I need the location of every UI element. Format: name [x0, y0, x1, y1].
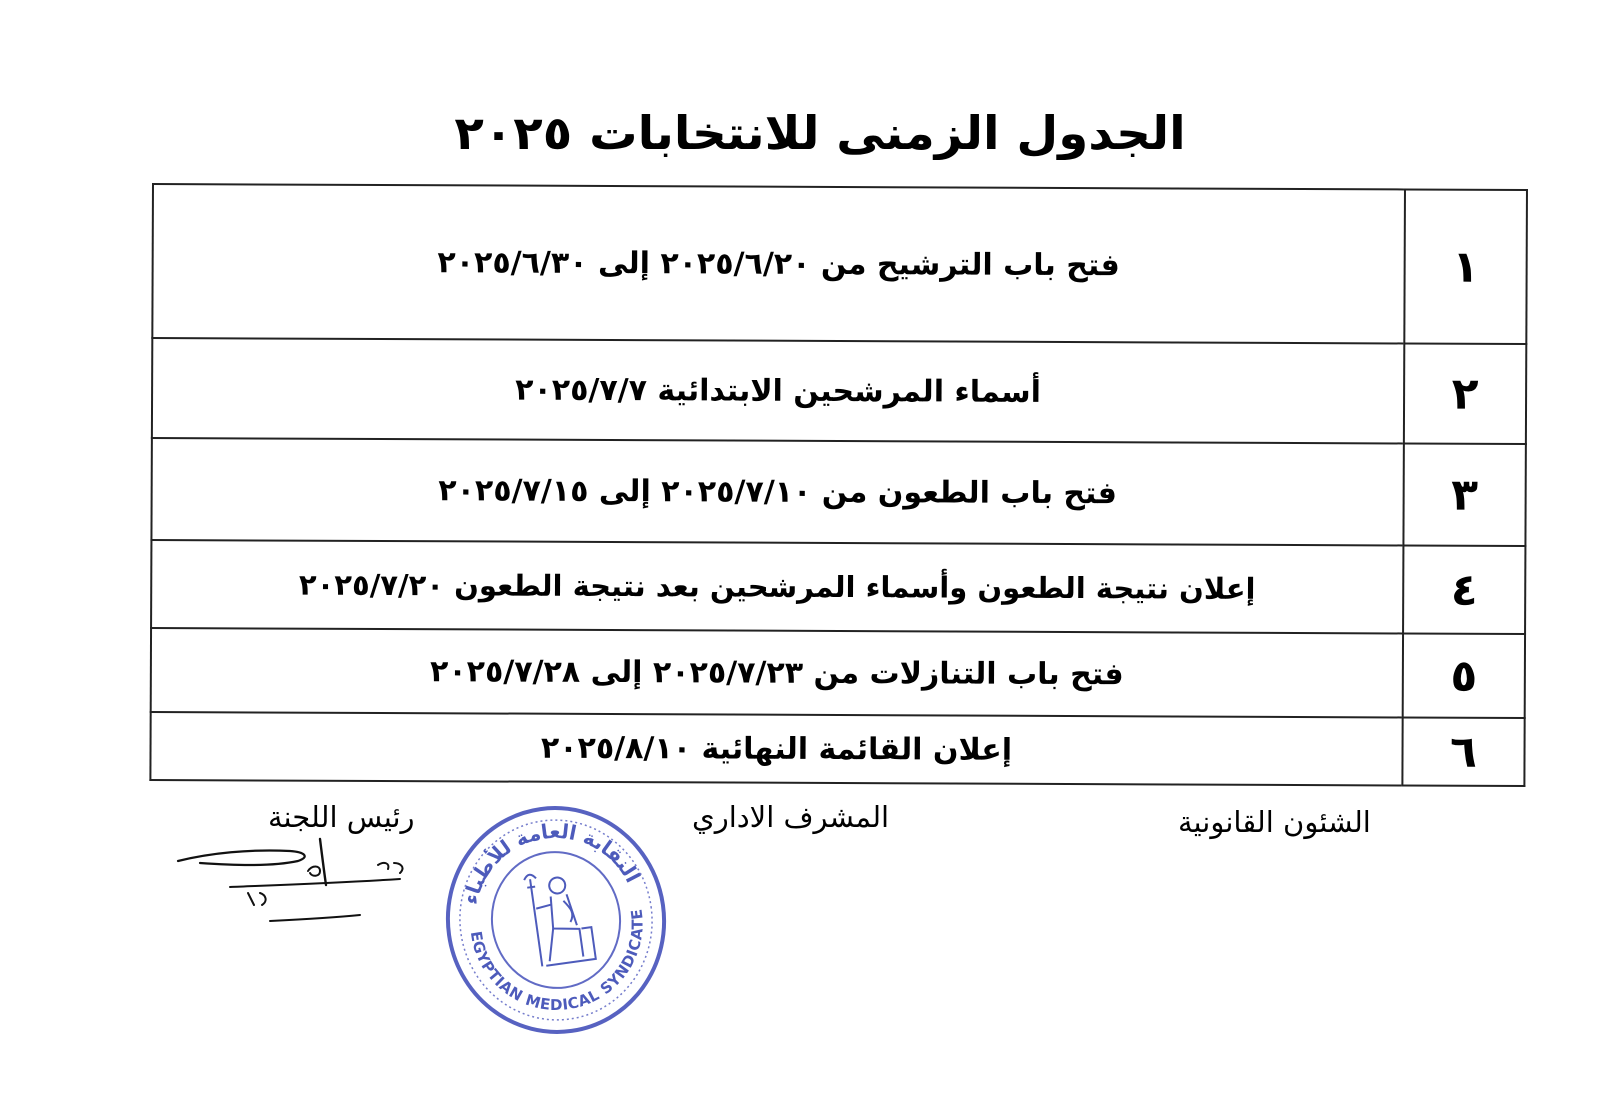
svg-text:EGYPTIAN MEDICAL SYNDICATE: [467, 907, 659, 1025]
row-description: إعلان نتيجة الطعون وأسماء المرشحين بعد نتيجة الطعون ٢٠٢٥/٧/٢٠: [151, 540, 1403, 633]
row-description: فتح باب التنازلات من ٢٠٢٥/٧/٢٣ إلى ٢٠٢٥/٧/٢٨: [151, 628, 1403, 717]
table-row: [150, 712, 1524, 786]
table-row: [152, 184, 1527, 344]
row-number: ٣: [1403, 443, 1525, 546]
signature-label-committee-chair: رئيس اللجنة: [268, 800, 415, 834]
stamp-arabic-text: النقابة العامة للأطباء: [458, 818, 646, 907]
seated-figure-emblem: [524, 867, 596, 967]
row-number: ٥: [1403, 633, 1525, 718]
svg-text:النقابة العامة للأطباء: [448, 807, 646, 910]
table-row: [151, 628, 1525, 718]
row-description: فتح باب الطعون من ٢٠٢٥/٧/١٠ إلى ٢٠٢٥/٧/١٥: [151, 438, 1403, 545]
row-number: ٤: [1403, 545, 1525, 634]
row-description: إعلان القائمة النهائية ٢٠٢٥/٨/١٠: [150, 712, 1402, 785]
handwritten-signature: [170, 835, 440, 945]
row-number: ٦: [1402, 717, 1524, 786]
row-number: ٢: [1404, 343, 1526, 444]
table-row: [151, 540, 1525, 634]
table-row: [151, 438, 1525, 546]
syndicate-stamp: [440, 800, 670, 1040]
row-number: ١: [1404, 189, 1527, 344]
row-description: أسماء المرشحين الابتدائية ٢٠٢٥/٧/٧: [152, 338, 1404, 443]
signature-label-legal-affairs: الشئون القانونية: [1178, 805, 1371, 839]
signature-label-admin-supervisor: المشرف الاداري: [692, 800, 890, 834]
row-description: فتح باب الترشيح من ٢٠٢٥/٦/٢٠ إلى ٢٠٢٥/٦/٣٠: [152, 184, 1405, 343]
stamp-english-text: EGYPTIAN MEDICAL SYNDICATE: [466, 907, 647, 1014]
table-row: [152, 338, 1526, 444]
election-timeline-table: [149, 183, 1528, 787]
document-title: الجدول الزمنى للانتخابات ٢٠٢٥: [454, 106, 1186, 160]
